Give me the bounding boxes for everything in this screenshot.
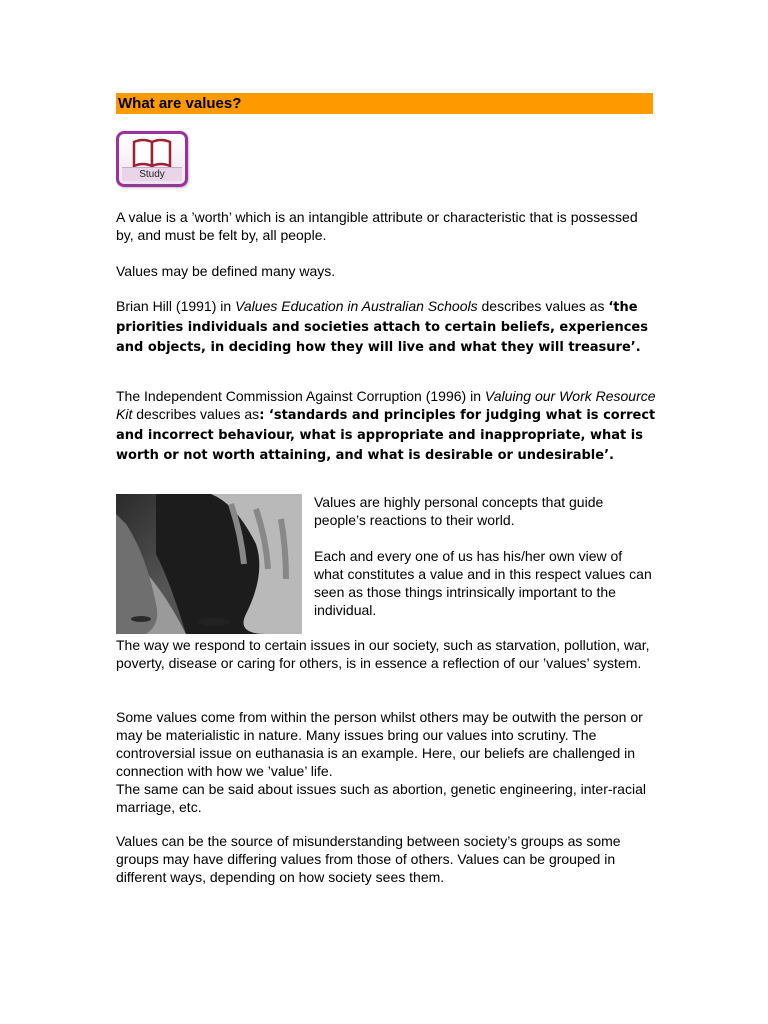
hill-mid: describes values as bbox=[477, 298, 609, 314]
hill-quote: ‘the priorities individuals and societies attach to certain beliefs, experiences and objects, in deciding how they will live and what they will treasure’. bbox=[116, 300, 648, 355]
hill-pre: Brian Hill (1991) in bbox=[116, 298, 236, 314]
paragraph-sources: Some values come from within the person whilst others may be outwith the person or may be materialistic in nature. Many issues bring our values into scrutiny. The controversial issue on euthanasia is an example. Here, our beliefs are challenged in connection with how we ’value’ life. bbox=[116, 709, 643, 779]
side-paragraph-view: Each and every one of us has his/her own view of what constitutes a value and in this respect values can seen as those things intrinsically important to the individual. bbox=[314, 548, 652, 618]
paragraph-icac bbox=[116, 387, 656, 465]
section-heading bbox=[116, 93, 653, 114]
study-label: Study bbox=[122, 167, 182, 181]
icac-pre: The Independent Commission Against Corruption (1996) in bbox=[116, 388, 485, 404]
paragraph-response: The way we respond to certain issues in our society, such as starvation, pollution, war, poverty, disease or caring for others, is in essence a reflection of our ’values’ system. bbox=[116, 637, 650, 671]
side-paragraph-personal: Values are highly personal concepts that guide people’s reactions to their world. bbox=[314, 494, 604, 528]
photo-image bbox=[116, 494, 302, 634]
paragraph-hill bbox=[116, 297, 656, 357]
icac-quote: : ‘standards and principles for judging what is correct and incorrect behaviour, what is appropriate and inappropriate, what is worth or not worth attaining, and what is desirable or undesirable’. bbox=[116, 408, 656, 463]
paragraph-issues: The same can be said about issues such as abortion, genetic engineering, inter-racial marriage, etc. bbox=[116, 781, 646, 815]
heading-text: What are values? bbox=[118, 95, 242, 112]
paragraph-intro: Values may be defined many ways. bbox=[116, 263, 336, 279]
book-icon bbox=[132, 137, 172, 171]
paragraph-definition: A value is a ’worth’ which is an intangible attribute or characteristic that is possessed by, and must be felt by, all people. bbox=[116, 209, 638, 243]
paragraph-misunderstanding: Values can be the source of misunderstanding between society’s groups as some groups may have differing values from those of others. Values can be grouped in different ways, depending on how society sees them. bbox=[116, 833, 621, 885]
study-button[interactable] bbox=[116, 131, 188, 187]
hill-book-title: Values Education in Australian Schools bbox=[235, 298, 478, 314]
icac-mid: describes values as bbox=[132, 406, 260, 422]
icac-kit-title: Valuing our Work Resource Kit bbox=[116, 388, 656, 422]
